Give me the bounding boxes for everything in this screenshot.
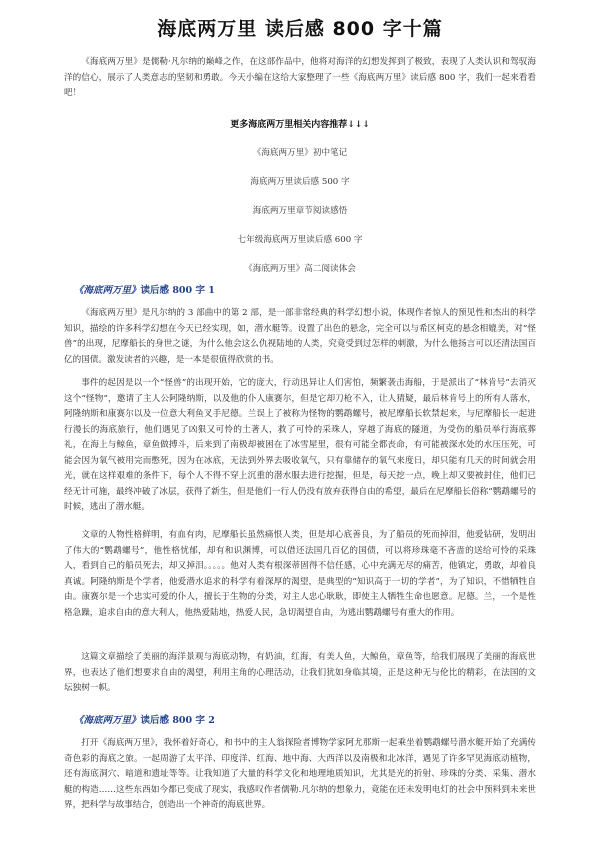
section-heading-label: 读后感 800 字 2 <box>140 715 215 726</box>
section-2-paragraph-1: 打开《海底两万里》，我怀着好奇心，和书中的主人翁探险者博物学家阿尤那斯一起乘坐着鹦鹉螺号潜水艇开始了充满传奇色彩的海底之旅。一起周游了太平洋、印度洋、红海、地中海、大西洋以及南极和北冰洋，遇见了许多罕见海底动植物，还有海底洞穴、暗道和遗址等等。让我知道了大量的科学文化和地理地质知识，尤其是光的折射、珍珠的分类、采集、潜水艇的构造……这些东西如今都已变成了现实，我感叹作者儒勒.凡尔纳的想象力，竟能在还未发明电灯的社会中预料到未来世界，把科学与故事结合，创造出一个神奇的海底世界。 <box>64 738 536 810</box>
related-link[interactable]: 海底两万里读后感 500 字 <box>250 177 350 187</box>
section-1-paragraph-3: 文章的人物性格鲜明，有血有肉，尼摩船长虽然痛恨人类，但是却心底善良，为了船员的死而掉泪，他爱钻研，发明出了伟大的“鹦鹉螺号”，他性格忧郁，却有和识渊博，可以借还法国几百亿的国债，可以将珍珠毫不吝啬的送给可怜的采珠人，看到自己的船员死去，却又掉泪。。。。。他对人类有根深蒂固得不信任感，心中充满无尽的痛苦，他镇定，勇敢，却着良真诚。阿隆纳斯是个学者，他爱潜水追求的科学有着深厚的渴望，是典型的“知识高于一切的学者”，为了知识，不惜牺牲自由。康赛尔是一个忠实可爱的仆人，擅长于生物的分类，对主人忠心耿耿，即使主人牺牲生命也愿意。尼德。兰，一个是性格急躁，追求自由的意大利人，他热爱陆地，热爱人民，急切渴望自由，为逃出鹦鹉螺号有重大的作用。 <box>64 530 536 618</box>
related-links <box>0 146 600 291</box>
related-link[interactable]: 《海底两万里》初中笔记 <box>252 148 348 158</box>
section-heading-label: 读后感 800 字 1 <box>140 285 215 296</box>
related-link[interactable]: 《海底两万里》高二阅读体会 <box>244 264 356 274</box>
section-1-paragraph-2: 事件的起因是以一个“怪兽”的出现开始，它的庞大，行动迅异让人们害怕，频繁袭击海船，于是派出了“林肯号”去消灭这个“怪物”，邀请了主人公阿隆纳斯，以及他的仆人康赛尔，但是它却刀枪不入，让人猜疑，最后林肯号上的所有人落水，阿隆纳斯和康赛尔以及一位意大利鱼叉手尼德。兰误上了被称为怪物的鹦鹉螺号，被尼摩船长软禁起来，与尼摩船长一起进行漫长的海底旅行，他们遇见了凶狠又可怜的土著人，救了可怜的采珠人，穿越了海底的隧道，为受伤的船员举行海底葬礼，在海上与鲸鱼，章鱼做搏斗，后来到了南极却被困在了冰雪屋里，很有可能全都丧命，有可能被深水处的水压压死，可能会因为氧气被用完而憋死，因为在冰底，无法到外界去吸收氧气，只有靠储存的氧气来度日，却只能有几天的时间就会用光，就在这样艰难的条件下，每个人不得不穿上沉重的潜水服去进行挖掘，但是，每天挖一点，晚上却又要被封住，他们已经无计可施，最终冲破了冰层，获得了新生，但是他们一行人仍没有放弃获得自由的希望，最后在尼摩船长俗称“鹦鹉螺号的时候，逃出了潜水艇。 <box>64 378 536 512</box>
section-heading-book-title: 《海底两万里》 <box>74 285 141 296</box>
related-link[interactable]: 七年级海底两万里读后感 600 字 <box>237 235 363 245</box>
section-1-heading <box>74 282 215 296</box>
page-title: 海底两万里 读后感 800 字十篇 <box>157 18 443 40</box>
section-1-paragraph-4: 这篇文章描绘了美丽的海洋景观与海底动物，有奶油，红海，有美人鱼，大鲸鱼，章鱼等，给我们展现了美丽的海底世界，也表达了他们想要求自由的渴望，利用主角的心理活动，让我们犹如身临其境，正是这种无与伦比的精彩，在法国的文坛独树一帜。 <box>64 652 536 693</box>
section-heading-book-title: 《海底两万里》 <box>74 715 141 726</box>
intro-paragraph: 《海底两万里》是儒勒·凡尔纳的巅峰之作，在这部作品中，他将对海洋的幻想发挥到了极致，表现了人类认识和驾驭海洋的信心，展示了人类意志的坚韧和勇敢。今天小编在这给大家整理了一些《海底两万里》读后感 800 字，我们一起来看看吧！ <box>64 57 536 98</box>
related-link[interactable]: 海底两万里章节阅读感悟 <box>252 206 348 216</box>
section-1-paragraph-1: 《海底两万里》是凡尔纳的 3 部曲中的第 2 部，是一部非常经典的科学幻想小说，体现作者惊人的预见性和杰出的科学知识，描绘的许多科学幻想在今天已经实现，如，潜水艇等。设置了出色的悬念，完全可以与希区柯克的悬念相媲美，对“怪兽”的出现，尼摩船长的身世之谜，为什么他会这么仇视陆地的人类，究竟受到过怎样的刺激，为什么他扬言可以还清法国百亿的国债。激发读者的兴趣，是一本是很值得欣赏的书。 <box>64 308 536 365</box>
more-recommendations-heading: 更多海底两万里相关内容推荐↓↓↓ <box>230 120 370 130</box>
section-2-heading <box>74 712 215 726</box>
